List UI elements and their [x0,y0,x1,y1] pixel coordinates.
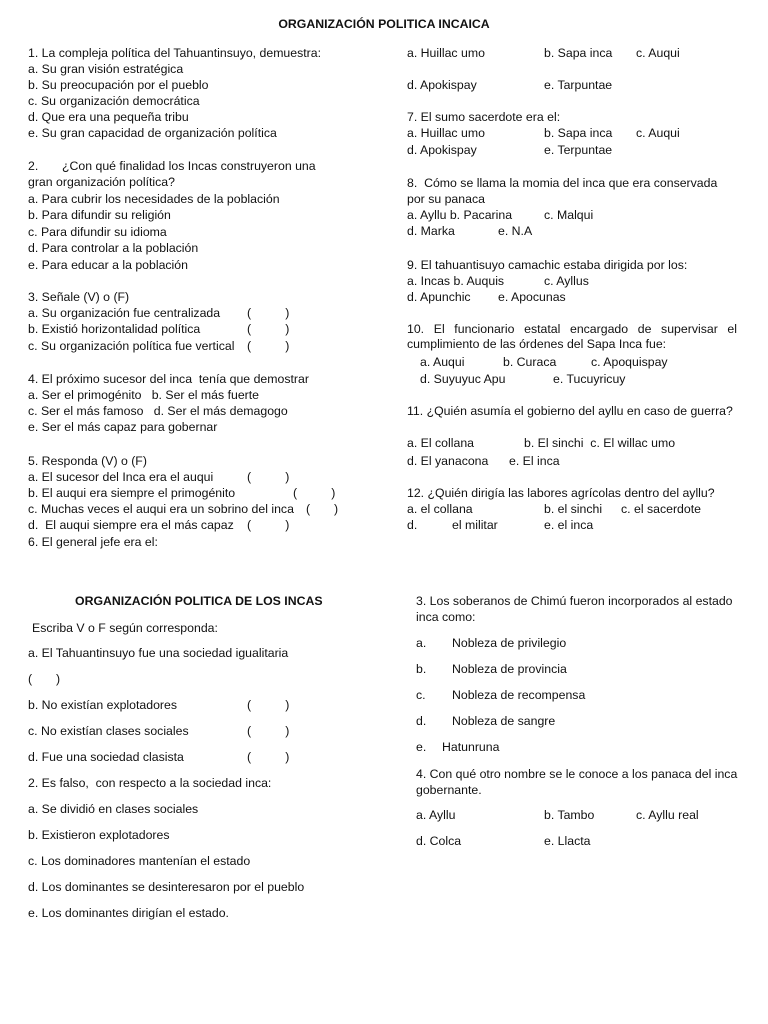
sheet2-instruction: Escriba V o F según corresponda: [32,621,218,635]
sheet2-title: ORGANIZACIÓN POLITICA DE LOS INCAS [75,594,323,608]
s2-q3-letter-e: e. [416,740,427,754]
q6-option-a: a. Huillac umo [407,46,485,60]
q5-blank-a[interactable]: ( ) [247,470,290,484]
q6-prompt: 6. El general jefe era el: [28,535,158,549]
s2-q3-option-e: Hatunruna [442,740,500,754]
q2-prompt-line2: gran organización política? [28,175,175,189]
q8-prompt-line1: 8. Cómo se llama la momia del inca que era conservada [407,176,718,190]
q12-prompt: 12. ¿Quién dirigía las labores agrícolas dentro del ayllu? [407,486,715,500]
q11-option-e: e. El inca [509,454,560,468]
q12-option-c: c. el sacerdote [621,502,701,516]
q4-option-e: e. Ser el más capaz para gobernar [28,420,218,434]
s2-q4-option-d: d. Colca [416,834,462,848]
s2-q3-prompt-line2: inca como: [416,610,476,624]
q12-option-b: b. el sinchi [544,502,603,516]
s2-q1-blank-c[interactable]: ( ) [247,724,290,738]
q9-option-d: d. Apunchic [407,290,471,304]
q7-option-e: e. Terpuntae [544,143,613,157]
q3-blank-a[interactable]: ( ) [247,306,290,320]
q12-option-e: e. el inca [544,518,594,532]
q3-blank-b[interactable]: ( ) [247,322,290,336]
q1-option-b: b. Su preocupación por el pueblo [28,78,209,92]
q1-prompt: 1. La compleja política del Tahuantinsuyo, demuestra: [28,46,322,60]
q8-option-c: c. Malqui [544,208,594,222]
s2-q4-prompt-line1: 4. Con qué otro nombre se le conoce a los panaca del inca [416,767,738,781]
q6-option-e: e. Tarpuntae [544,78,613,92]
q10-option-d: d. Suyuyuc Apu [420,372,506,386]
q3-item-a: a. Su organización fue centralizada [28,306,221,320]
q10-option-a: a. Auqui [420,355,465,369]
q2-option-e: e. Para educar a la población [28,258,188,272]
q12-option-a: a. el collana [407,502,473,516]
q2-prompt-line1: ¿Con qué finalidad los Incas construyeron una [62,159,316,173]
s2-q1-item-d: d. Fue una sociedad clasista [28,750,184,764]
q9-options-ab: a. Incas b. Auquis [407,274,505,288]
q3-blank-c[interactable]: ( ) [247,339,290,353]
q1-option-a: a. Su gran visión estratégica [28,62,184,76]
s2-q1-blank-d[interactable]: ( ) [247,750,290,764]
q7-option-a: a. Huillac umo [407,126,485,140]
q6-option-d: d. Apokispay [407,78,477,92]
s2-q2-option-a: a. Se dividió en clases sociales [28,802,199,816]
s2-q4-option-a: a. Ayllu [416,808,456,822]
s2-q4-prompt-line2: gobernante. [416,783,482,797]
s2-q1-blank-a[interactable]: ( ) [28,672,61,686]
sheet1-title: ORGANIZACIÓN POLITICA INCAICA [278,17,490,31]
s2-q3-option-d: Nobleza de sangre [452,714,556,728]
q11-option-a: a. El collana [407,436,474,450]
s2-q1-item-c: c. No existían clases sociales [28,724,189,738]
s2-q4-option-b: b. Tambo [544,808,595,822]
q2-number: 2. [28,159,39,173]
q9-option-e: e. Apocunas [498,290,566,304]
q10-option-e: e. Tucuyricuy [553,372,626,386]
q9-option-c: c. Ayllus [544,274,589,288]
q2-option-d: d. Para controlar a la población [28,241,199,255]
q10-option-b: b. Curaca [503,355,557,369]
q5-prompt: 5. Responda (V) o (F) [28,454,147,468]
s2-q3-letter-d: d. [416,714,427,728]
s2-q2-prompt: 2. Es falso, con respecto a la sociedad inca: [28,776,272,790]
q6-option-b: b. Sapa inca [544,46,613,60]
q8-option-d: d. Marka [407,224,455,238]
s2-q1-blank-b[interactable]: ( ) [247,698,290,712]
s2-q3-letter-c: c. [416,688,426,702]
s2-q3-option-c: Nobleza de recompensa [452,688,586,702]
q12-option-d-text: el militar [452,518,498,532]
q1-option-e: e. Su gran capacidad de organización política [28,126,277,140]
s2-q3-letter-a: a. [416,636,427,650]
q8-options-ab: a. Ayllu b. Pacarina [407,208,513,222]
q1-option-d: d. Que era una pequeña tribu [28,110,189,124]
q2-option-c: c. Para difundir su idioma [28,225,167,239]
q7-option-b: b. Sapa inca [544,126,613,140]
s2-q2-option-b: b. Existieron explotadores [28,828,170,842]
q3-prompt: 3. Señale (V) o (F) [28,290,130,304]
q9-prompt: 9. El tahuantisuyo camachic estaba dirigida por los: [407,258,688,272]
s2-q3-letter-b: b. [416,662,427,676]
s2-q4-option-e: e. Llacta [544,834,591,848]
q6-option-c: c. Auqui [636,46,680,60]
s2-q3-option-a: Nobleza de privilegio [452,636,567,650]
q5-item-b: b. El auqui era siempre el primogénito [28,486,236,500]
q3-item-c: c. Su organización política fue vertical [28,339,235,353]
q10-prompt: 10. El funcionario estatal encargado de supervisar el cumplimiento de las órdenes del Sapa Inca fue: [407,322,737,351]
q2-option-a: a. Para cubrir los necesidades de la población [28,192,280,206]
q2-option-b: b. Para difundir su religión [28,208,171,222]
s2-q1-item-a: a. El Tahuantinsuyo fue una sociedad igualitaria [28,646,289,660]
q4-options-ab: a. Ser el primogénito b. Ser el más fuerte [28,388,260,402]
q10-option-c: c. Apoquispay [591,355,668,369]
s2-q3-option-b: Nobleza de provincia [452,662,567,676]
q5-blank-d[interactable]: ( ) [247,518,290,532]
q7-option-c: c. Auqui [636,126,680,140]
q11-options-bc: b. El sinchi c. El willac umo [524,436,676,450]
q3-item-b: b. Existió horizontalidad política [28,322,201,336]
q4-options-cd: c. Ser el más famoso d. Ser el más demagogo [28,404,288,418]
q5-blank-b[interactable]: ( ) [293,486,336,500]
q7-option-d: d. Apokispay [407,143,477,157]
s2-q4-option-c: c. Ayllu real [636,808,699,822]
q5-item-d: d. El auqui siempre era el más capaz [28,518,234,532]
s2-q2-option-d: d. Los dominantes se desinteresaron por el pueblo [28,880,305,894]
q11-prompt: 11. ¿Quién asumía el gobierno del ayllu en caso de guerra? [407,404,733,418]
q5-blank-c[interactable]: ( ) [306,502,339,516]
q7-prompt: 7. El sumo sacerdote era el: [407,110,561,124]
s2-q2-option-c: c. Los dominadores mantenían el estado [28,854,251,868]
q8-prompt-line2: por su panaca [407,192,485,206]
s2-q1-item-b: b. No existían explotadores [28,698,178,712]
q11-option-d: d. El yanacona [407,454,489,468]
q5-item-a: a. El sucesor del Inca era el auqui [28,470,214,484]
q1-option-c: c. Su organización democrática [28,94,200,108]
q5-item-c: c. Muchas veces el auqui era un sobrino del inca [28,502,294,516]
s2-q2-option-e: e. Los dominantes dirigían el estado. [28,906,229,920]
q4-prompt: 4. El próximo sucesor del inca tenía que demostrar [28,372,309,386]
q8-option-e: e. N.A [498,224,533,238]
s2-q3-prompt-line1: 3. Los soberanos de Chimú fueron incorporados al estado [416,594,733,608]
q12-option-d-letter: d. [407,518,418,532]
